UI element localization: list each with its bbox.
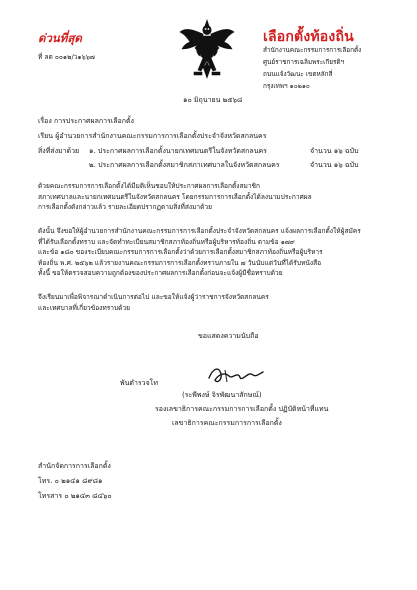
telephone-number: โทร. ๐ ๒๑๔๑ ๘๙๘๑ — [38, 477, 103, 485]
paragraph-line: ดังนั้น จึงขอให้ผู้อำนวยการสำนักงานคณะกรรมการการเลือกตั้งประจำจังหวัดสกลนคร แจ้งผลการเลือกตั้งให้ผู้สมัคร — [38, 227, 361, 235]
signer-rank: พันตำรวจโท — [120, 379, 159, 387]
attachment-count: จำนวน ๑๖ ฉบับ — [310, 147, 359, 155]
paragraph-line: ทั้งนี้ ขอให้ตรวจสอบความถูกต้องของประกาศผลการเลือกตั้งก่อนจะแจ้งผู้มีชื่อทราบด้วย — [38, 269, 283, 278]
recipient-line: เรียน ผู้อำนวยการสำนักงานคณะกรรมการการเลือกตั้งประจำจังหวัดสกลนคร — [38, 132, 267, 140]
closing-regards: ขอแสดงความนับถือ — [198, 332, 259, 340]
handwritten-signature — [205, 362, 267, 388]
office-name: สำนักจัดการการเลือกตั้ง — [38, 462, 111, 470]
signer-name: (ระพีพงษ์ จิรพัฒนาสักษณ์) — [182, 391, 262, 399]
attachment-item: ๒. ประกาศผลการเลือกตั้งสมาชิกสภาเทศบาลในจังหวัดสกลนคร — [89, 161, 280, 169]
body-paragraph-3 — [38, 292, 378, 313]
org-address-line-2: ศูนย์ราชการเฉลิมพระเกียรติฯ — [263, 58, 345, 66]
body-paragraph-1 — [38, 181, 378, 213]
paragraph-line: ที่ได้รับเลือกตั้งทราบ และจัดทำทะเบียนสมาชิกสภาท้องถิ่นหรือผู้บริหารท้องถิ่น ตามข้อ ๑๗๙ — [38, 237, 295, 246]
org-address-line-4: กรุงเทพฯ ๑๐๒๑๐ — [263, 82, 310, 90]
paragraph-line: ท้องถิ่น พ.ศ. ๒๕๖๒ แล้วรายงานคณะกรรมการการเลือกตั้งทราบภายใน ๗ วันนับแต่วันที่ได้รับหนังสือ — [38, 258, 322, 267]
paragraph-line: และข้อ ๑๘๐ ของระเบียบคณะกรรมการการเลือกตั้งว่าด้วยการเลือกตั้งสมาชิกสภาท้องถิ่นหรือผู้บริหาร — [38, 248, 323, 257]
paragraph-line: การเลือกตั้งดังกล่าวแล้ว รายละเอียดปรากฏตามสิ่งที่ส่งมาด้วย — [38, 203, 212, 212]
garuda-emblem-icon — [178, 18, 236, 84]
paragraph-line: สภาเทศบาลและนายกเทศมนตรีในจังหวัดสกลนคร โดยกรรมการการเลือกตั้งได้ลงนามประกาศผล — [38, 192, 312, 201]
attachments-label: สิ่งที่ส่งมาด้วย — [38, 147, 80, 155]
attachment-item: ๑. ประกาศผลการเลือกตั้งนายกเทศมนตรีในจังหวัดสกลนคร — [89, 147, 267, 155]
signer-position-line-1: รองเลขาธิการคณะกรรมการการเลือกตั้ง ปฏิบัติหน้าที่แทน — [155, 405, 329, 413]
document-date: ๑๐ มิถุนายน ๒๕๖๘ — [183, 96, 243, 104]
org-address-line-3: ถนนแจ้งวัฒนะ เขตหลักสี่ — [263, 70, 333, 78]
organization-brand: เลือกตั้งท้องถิ่น — [263, 29, 354, 45]
paragraph-line: จึงเรียนมาเพื่อพิจารณาดำเนินการต่อไป และขอให้แจ้งผู้ว่าราชการจังหวัดสกลนคร — [38, 293, 269, 301]
body-paragraph-2 — [38, 226, 378, 279]
paragraph-line: และเทศบาลที่เกี่ยวข้องทราบด้วย — [38, 303, 131, 312]
org-address-line-1: สำนักงานคณะกรรมการการเลือกตั้ง — [263, 46, 362, 54]
attachment-count: จำนวน ๑๖ ฉบับ — [310, 161, 359, 169]
reference-number: ที่ ลต ๐๐๑๒/ว๑๖๖๗ — [38, 53, 95, 61]
fax-number: โทรสาร ๐ ๒๑๔๓ ๘๔๖๐ — [38, 492, 112, 500]
paragraph-line: ด้วยคณะกรรมการการเลือกตั้งได้มีมติเห็นชอบให้ประกาศผลการเลือกตั้งสมาชิก — [38, 182, 261, 190]
signer-position-line-2: เลขาธิการคณะกรรมการการเลือกตั้ง — [172, 419, 282, 427]
urgency-label: ด่วนที่สุด — [38, 31, 82, 45]
subject-line: เรื่อง การประกาศผลการเลือกตั้ง — [38, 117, 134, 125]
